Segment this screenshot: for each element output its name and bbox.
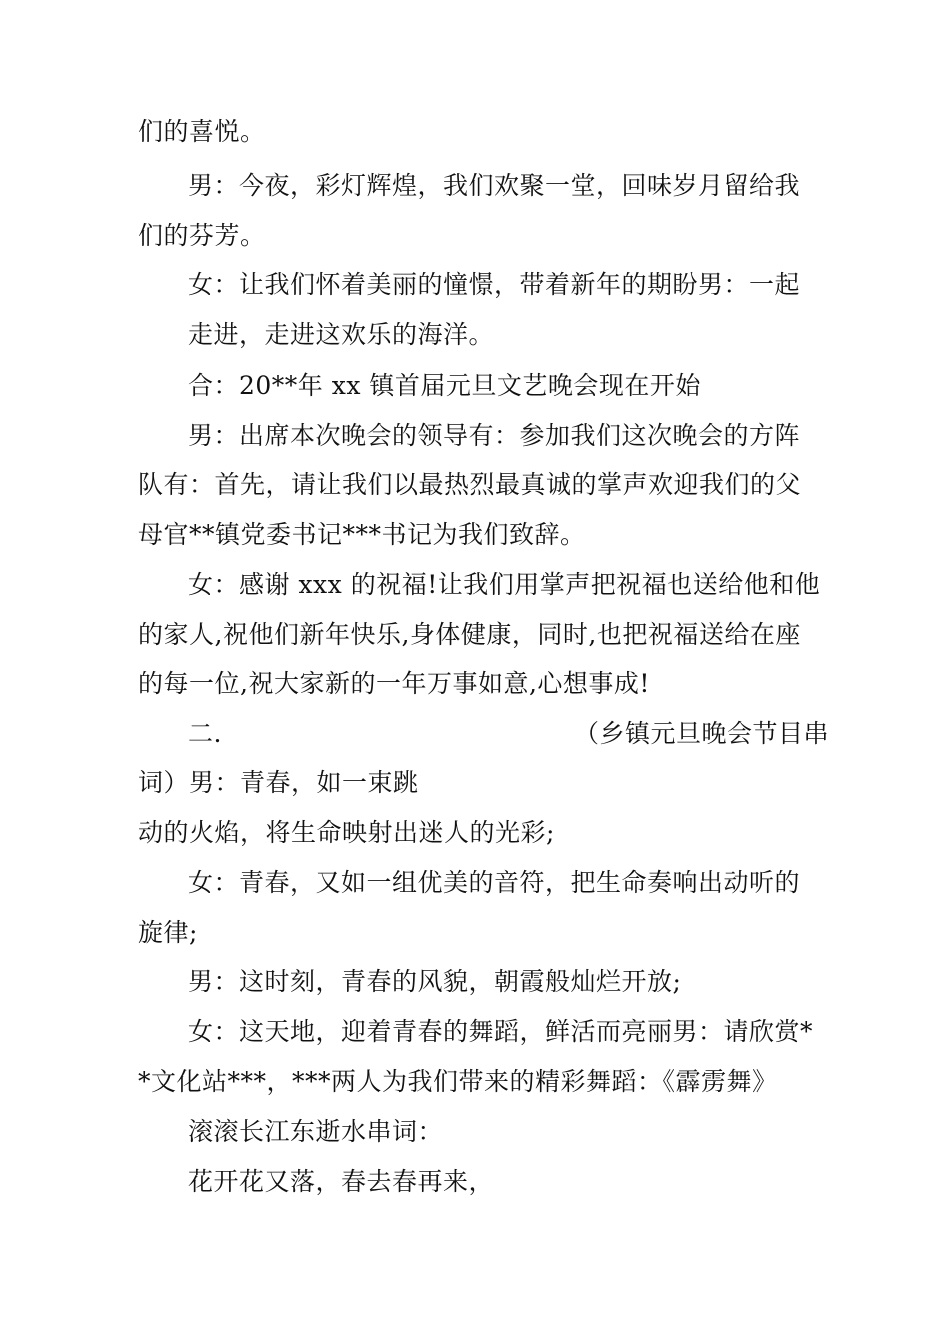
text-line: 女：青春，又如一组优美的音符，把生命奏响出动听的 — [188, 868, 801, 897]
text-line: 们的喜悦。 — [138, 117, 266, 146]
text-line: 男：这时刻，青春的风貌，朝霞般灿烂开放; — [188, 967, 682, 996]
text-line: 男：今夜，彩灯辉煌，我们欢聚一堂，回味岁月留给我 — [188, 171, 801, 200]
text-line: 女：这天地，迎着青春的舞蹈，鲜活而亮丽男：请欣赏* — [188, 1017, 814, 1046]
section-number: 二. — [188, 719, 222, 748]
text-line: 的每一位,祝大家新的一年万事如意,心想事成! — [138, 669, 650, 698]
section-title: （乡镇元旦晚会节目串 — [574, 719, 830, 748]
text-line: *文化站***，***两人为我们带来的精彩舞蹈：《霹雳舞》 — [138, 1067, 778, 1096]
text-line: 女：让我们怀着美丽的憧憬，带着新年的期盼男：一起 — [188, 270, 801, 299]
text-line: 队有：首先，请让我们以最热烈最真诚的掌声欢迎我们的父 — [138, 470, 802, 499]
text-line: 母官**镇党委书记***书记为我们致辞。 — [138, 520, 586, 549]
text-line: 旋律; — [138, 918, 198, 947]
text-line: 花开花又落，春去春再来， — [188, 1167, 495, 1196]
text-line: 走进，走进这欢乐的海洋。 — [188, 320, 495, 349]
text-line: 们的芬芳。 — [138, 221, 266, 250]
text-line: 的家人,祝他们新年快乐,身体健康，同时,也把祝福送给在座 — [138, 620, 801, 649]
text-line: 合：20**年 xx 镇首届元旦文艺晚会现在开始 — [188, 371, 701, 400]
text-line: 男：出席本次晚会的领导有：参加我们这次晚会的方阵 — [188, 421, 801, 450]
text-line: 动的火焰，将生命映射出迷人的光彩; — [138, 818, 555, 847]
text-line: 滚滚长江东逝水串词： — [188, 1117, 444, 1146]
text-line: 女：感谢 xxx 的祝福!让我们用掌声把祝福也送给他和他 — [188, 570, 821, 599]
text-line: 词）男：青春，如一束跳 — [138, 768, 419, 797]
